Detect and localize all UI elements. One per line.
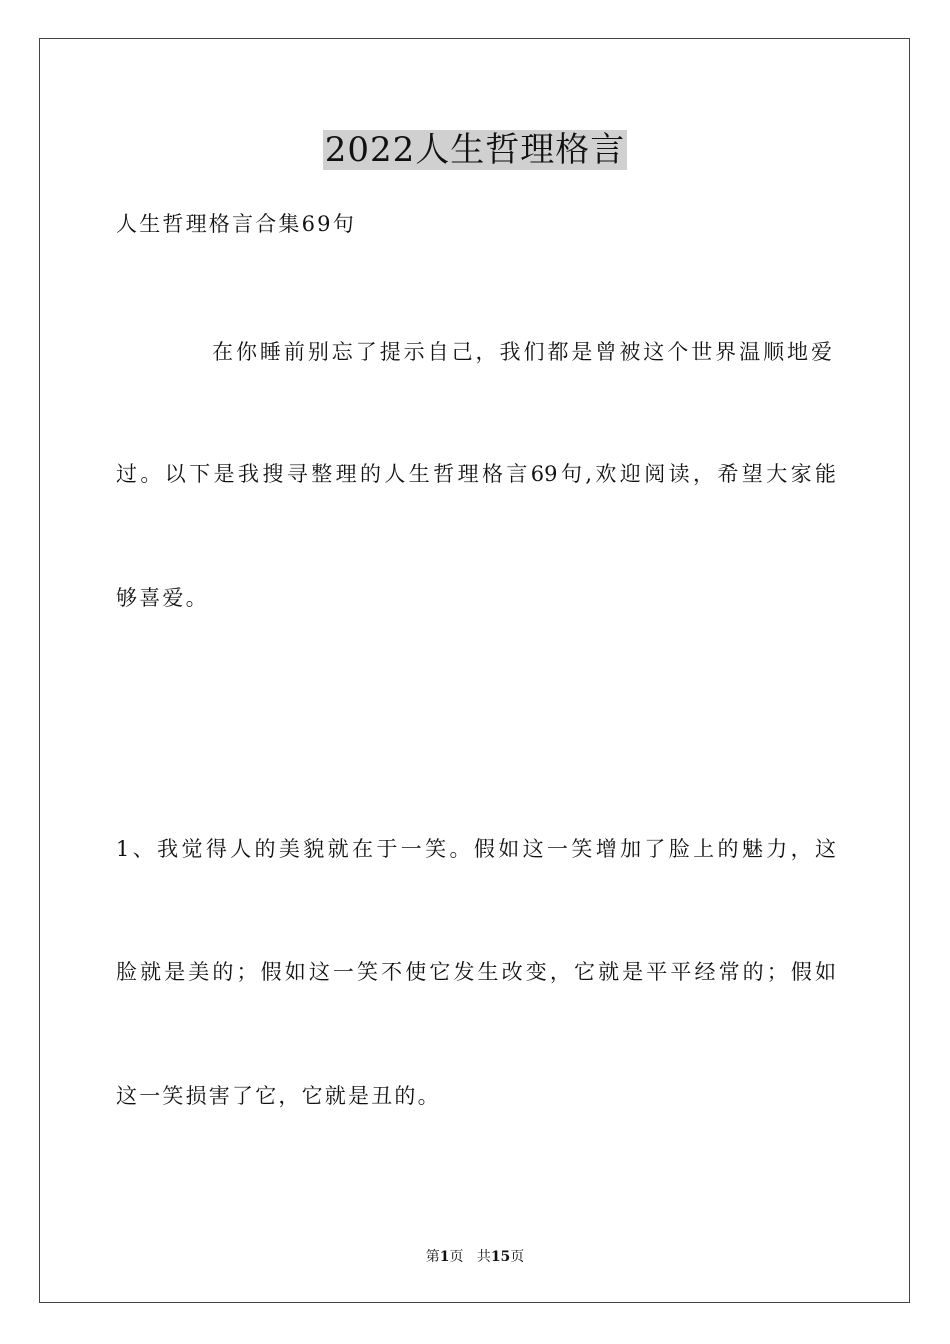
footer-page-prefix: 第 [425,1249,440,1265]
intro-line-2: 过。以下是我搜寻整理的人生哲理格言69句,欢迎阅读，希望大家能 [116,462,836,486]
footer-total-suffix: 页 [510,1249,525,1265]
subtitle: 人生哲理格言合集69句 [116,212,356,236]
document-title [0,128,950,172]
footer-page-suffix: 页 [449,1249,464,1265]
footer-total-pages: 15 [490,1249,511,1265]
footer-total-prefix: 共 [476,1249,491,1265]
footer-page-number: 1 [439,1249,450,1265]
intro-line-3: 够喜爱。 [116,586,209,610]
title-text: 2022人生哲理格言 [324,130,626,170]
item1-line-2: 脸就是美的；假如这一笑不使它发生改变，它就是平平经常的；假如 [116,960,836,984]
item1-line-3: 这一笑损害了它，它就是丑的。 [116,1084,441,1108]
intro-line-1: 在你睡前别忘了提示自己，我们都是曾被这个世界温顺地爱 [212,340,832,364]
item1-line-1: 1、我觉得人的美貌就在于一笑。假如这一笑增加了脸上的魅力，这 [116,837,836,861]
page-footer [0,1248,950,1266]
